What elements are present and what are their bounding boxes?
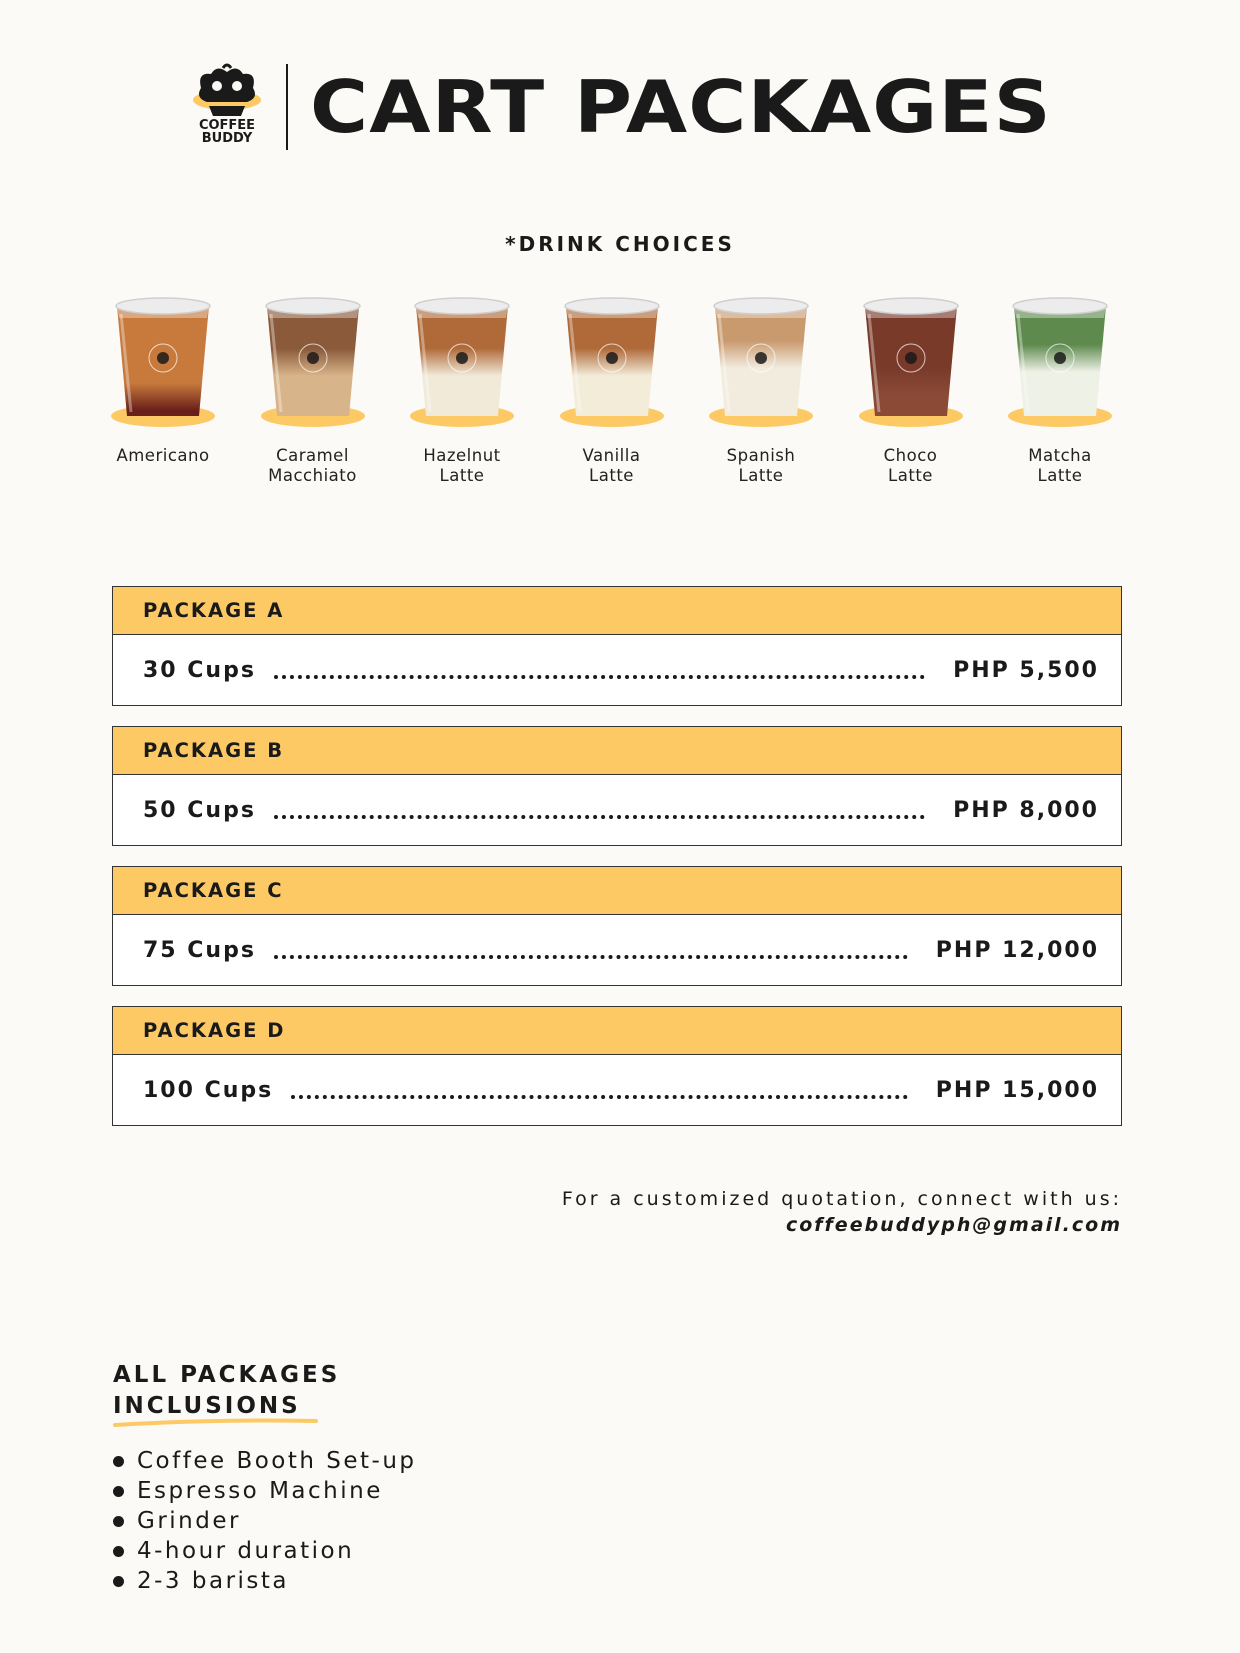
- inclusion-item: [113, 1476, 417, 1506]
- dot-leader: [274, 937, 908, 959]
- bullet-icon: [113, 1576, 124, 1587]
- drink-cup-image: [851, 288, 971, 436]
- package-name: PACKAGE D: [113, 1007, 1121, 1055]
- inclusions-title-line2: INCLUSIONS: [113, 1393, 301, 1419]
- contact-line: For a customized quotation, connect with us:: [561, 1188, 1122, 1210]
- inclusion-item: [113, 1506, 417, 1536]
- logo-text-coffee: COFFEE: [198, 118, 256, 133]
- drink-item: [253, 288, 373, 486]
- package-list: [112, 586, 1122, 1146]
- inclusion-text: 4-hour duration: [137, 1538, 355, 1564]
- drink-cup-image: [103, 288, 223, 436]
- drink-item: [103, 288, 223, 466]
- package-card: [112, 1006, 1122, 1126]
- package-name: PACKAGE B: [113, 727, 1121, 775]
- inclusion-text: Coffee Booth Set-up: [137, 1448, 417, 1474]
- header-divider: [286, 64, 288, 150]
- drink-name: Matcha Latte: [1028, 446, 1092, 485]
- inclusions-underline: [113, 1417, 318, 1427]
- drink-name: Americano: [116, 446, 210, 465]
- package-row: [113, 1055, 1121, 1125]
- drink-item: [701, 288, 821, 486]
- package-cups: 50 Cups: [143, 797, 256, 823]
- inclusion-text: Grinder: [137, 1508, 241, 1534]
- bullet-icon: [113, 1516, 124, 1527]
- contact-info: [562, 1186, 1122, 1238]
- drink-choices-list: [108, 288, 1136, 498]
- drink-cup-image: [552, 288, 672, 436]
- dot-leader: [291, 1077, 908, 1099]
- inclusion-text: 2-3 barista: [137, 1568, 290, 1594]
- package-cups: 75 Cups: [143, 937, 256, 963]
- package-cups: 100 Cups: [143, 1077, 274, 1103]
- drink-item: [402, 288, 522, 486]
- package-name: PACKAGE A: [113, 587, 1121, 635]
- bullet-icon: [113, 1486, 124, 1497]
- package-price: PHP 8,000: [953, 797, 1099, 823]
- package-cups: 30 Cups: [143, 657, 256, 683]
- drink-item: [552, 288, 672, 486]
- logo-text-buddy: BUDDY: [201, 131, 253, 146]
- package-card: [112, 586, 1122, 706]
- dot-leader: [274, 657, 925, 679]
- bullet-icon: [113, 1456, 124, 1467]
- inclusion-text: Espresso Machine: [137, 1478, 383, 1504]
- package-price: PHP 12,000: [935, 937, 1099, 963]
- package-row: [113, 915, 1121, 985]
- drink-cup-image: [701, 288, 821, 436]
- inclusion-item: [113, 1536, 417, 1566]
- drink-name: Spanish Latte: [726, 446, 796, 485]
- inclusion-item: [113, 1566, 417, 1596]
- drink-cup-image: [402, 288, 522, 436]
- inclusions-list: [113, 1446, 417, 1596]
- drink-name: Hazelnut Latte: [423, 446, 501, 485]
- drink-name: Caramel Macchiato: [268, 446, 357, 485]
- package-card: [112, 866, 1122, 986]
- inclusions-title-line1: ALL PACKAGES: [113, 1362, 341, 1388]
- package-price: PHP 5,500: [953, 657, 1099, 683]
- drink-item: [851, 288, 971, 486]
- dot-leader: [274, 797, 925, 819]
- contact-email[interactable]: coffeebuddyph@gmail.com: [785, 1214, 1122, 1236]
- package-card: [112, 726, 1122, 846]
- drink-cup-image: [253, 288, 373, 436]
- inclusion-item: [113, 1446, 417, 1476]
- package-row: [113, 775, 1121, 845]
- drink-name: Choco Latte: [883, 446, 938, 485]
- header: [0, 58, 1240, 158]
- coffee-buddy-logo: [187, 62, 267, 146]
- package-name: PACKAGE C: [113, 867, 1121, 915]
- drink-cup-image: [1000, 288, 1120, 436]
- drink-name: Vanilla Latte: [582, 446, 641, 485]
- bullet-icon: [113, 1546, 124, 1557]
- inclusions-title: [113, 1360, 340, 1422]
- package-price: PHP 15,000: [935, 1077, 1099, 1103]
- package-row: [113, 635, 1121, 705]
- drink-item: [1000, 288, 1120, 486]
- page-title: CART PACKAGES: [310, 65, 1052, 149]
- drink-choices-heading: *DRINK CHOICES: [505, 232, 735, 256]
